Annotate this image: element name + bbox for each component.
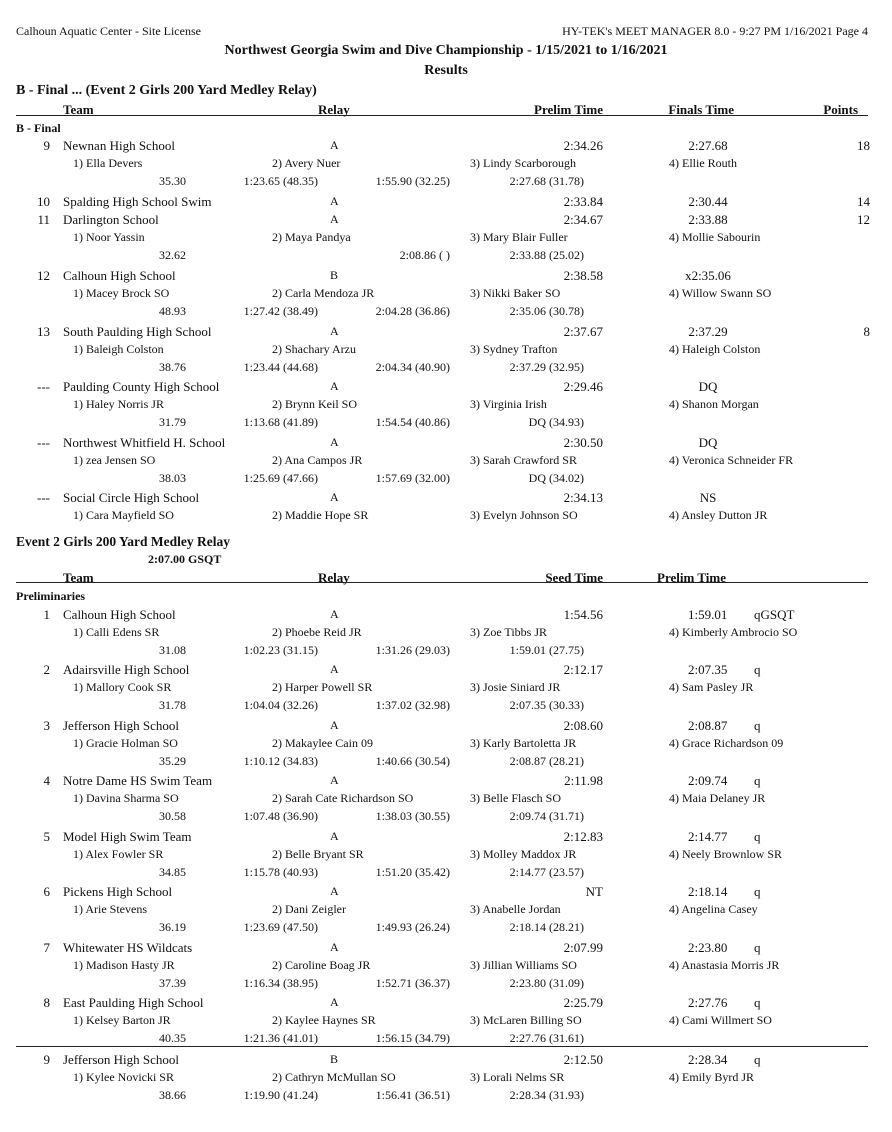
entry-time2: 2:37.29 xyxy=(688,324,728,339)
split-4: DQ (34.93) xyxy=(528,415,584,429)
entry-team: Pickens High School xyxy=(63,884,173,899)
entry-relay: A xyxy=(330,607,339,621)
entry-team: Northwest Whitfield H. School xyxy=(63,435,226,450)
entry-qualifier: q xyxy=(754,662,761,677)
entry-time1: 2:12.50 xyxy=(563,1052,603,1067)
swimmer-3: 3) Josie Siniard JR xyxy=(470,680,561,694)
split-1: 40.35 xyxy=(159,1031,186,1045)
swimmer-3: 3) Sarah Crawford SR xyxy=(470,453,577,467)
entry-place: 3 xyxy=(43,718,50,733)
entry-team: Paulding County High School xyxy=(63,379,220,394)
entry-time1: 1:54.56 xyxy=(563,607,603,622)
split-3: 2:08.86 ( ) xyxy=(399,248,450,262)
entry-time2: NS xyxy=(699,490,717,505)
entry-qualifier: q xyxy=(754,995,761,1010)
swimmer-4: 4) Ellie Routh xyxy=(669,156,737,170)
entry-team: Jefferson High School xyxy=(63,718,180,733)
col-seed-time: Seed Time xyxy=(545,570,603,585)
split-3: 1:40.66 (30.54) xyxy=(375,754,450,768)
entry-team: Spalding High School Swim xyxy=(63,194,212,209)
entry-time2: 2:08.87 xyxy=(688,718,728,733)
group-label-prelims: Preliminaries xyxy=(16,589,86,603)
split-2: 1:27.42 (38.49) xyxy=(243,304,318,318)
split-4: DQ (34.02) xyxy=(528,471,584,485)
swimmer-4: 4) Ansley Dutton JR xyxy=(669,508,768,522)
entry-points: 18 xyxy=(857,138,870,153)
entry-time2: DQ xyxy=(698,379,718,394)
swimmer-1: 1) Kylee Novicki SR xyxy=(73,1070,174,1084)
entry-team: South Paulding High School xyxy=(63,324,212,339)
entry-qualifier: q xyxy=(754,829,761,844)
entry-time1: 2:34.13 xyxy=(563,490,603,505)
split-4: 2:33.88 (25.02) xyxy=(509,248,584,262)
split-4: 2:09.74 (31.71) xyxy=(509,809,584,823)
entry-relay: A xyxy=(330,194,339,208)
split-1: 30.58 xyxy=(159,809,186,823)
split-1: 48.93 xyxy=(159,304,186,318)
header-rule xyxy=(16,115,868,116)
split-2: 1:07.48 (36.90) xyxy=(243,809,318,823)
entry-time2: 2:23.80 xyxy=(688,940,728,955)
split-3: 2:04.28 (36.86) xyxy=(375,304,450,318)
entry-team: Whitewater HS Wildcats xyxy=(63,940,193,955)
entry-place: 7 xyxy=(43,940,50,955)
entry-team: Model High Swim Team xyxy=(63,829,192,844)
swimmer-1: 1) Macey Brock SO xyxy=(73,286,170,300)
split-2: 1:23.65 (48.35) xyxy=(243,174,318,188)
entry-team: Social Circle High School xyxy=(63,490,200,505)
split-4: 2:08.87 (28.21) xyxy=(509,754,584,768)
split-2: 1:25.69 (47.66) xyxy=(243,471,318,485)
entry-relay: A xyxy=(330,995,339,1009)
swimmer-3: 3) Mary Blair Fuller xyxy=(470,230,568,244)
swimmer-1: 1) Cara Mayfield SO xyxy=(73,508,174,522)
entry-relay: A xyxy=(330,884,339,898)
swimmer-3: 3) Virginia Irish xyxy=(470,397,547,411)
split-4: 2:23.80 (31.09) xyxy=(509,976,584,990)
split-4: 2:18.14 (28.21) xyxy=(509,920,584,934)
swimmer-4: 4) Shanon Morgan xyxy=(669,397,759,411)
entry-team: Notre Dame HS Swim Team xyxy=(63,773,213,788)
entry-team: Darlington School xyxy=(63,212,159,227)
col-points: Points xyxy=(823,102,858,117)
swimmer-3: 3) Zoe Tibbs JR xyxy=(470,625,548,639)
entry-time2: x2:35.06 xyxy=(685,268,731,283)
entry-relay: A xyxy=(330,940,339,954)
split-4: 1:59.01 (27.75) xyxy=(509,643,584,657)
split-2: 1:13.68 (41.89) xyxy=(243,415,318,429)
entry-relay: A xyxy=(330,138,339,152)
swimmer-4: 4) Kimberly Ambrocio SO xyxy=(669,625,798,639)
split-4: 2:07.35 (30.33) xyxy=(509,698,584,712)
swimmer-3: 3) Nikki Baker SO xyxy=(470,286,561,300)
entry-team: Jefferson High School xyxy=(63,1052,180,1067)
entry-relay: A xyxy=(330,212,339,226)
results-subtitle: Results xyxy=(424,63,468,78)
entry-place: 13 xyxy=(37,324,50,339)
entry-qualifier: q xyxy=(754,773,761,788)
entry-relay: A xyxy=(330,324,339,338)
entry-place: 10 xyxy=(37,194,50,209)
col-team: Team xyxy=(63,102,94,117)
split-2: 1:15.78 (40.93) xyxy=(243,865,318,879)
entry-time1: 2:34.67 xyxy=(563,212,603,227)
entry-time1: 2:12.83 xyxy=(563,829,603,844)
swimmer-3: 3) Evelyn Johnson SO xyxy=(470,508,578,522)
entry-time2: 2:07.35 xyxy=(688,662,728,677)
entry-time2: DQ xyxy=(698,435,718,450)
entry-time2: 2:28.34 xyxy=(688,1052,728,1067)
split-1: 35.30 xyxy=(159,174,186,188)
split-1: 31.08 xyxy=(159,643,186,657)
split-2: 1:02.23 (31.15) xyxy=(243,643,318,657)
entry-time2: 2:33.88 xyxy=(688,212,728,227)
swimmer-3: 3) McLaren Billing SO xyxy=(470,1013,582,1027)
swimmer-2: 2) Harper Powell SR xyxy=(272,680,373,694)
swimmer-1: 1) Haley Norris JR xyxy=(73,397,164,411)
swimmer-1: 1) Arie Stevens xyxy=(73,902,147,916)
split-3: 2:04.34 (40.90) xyxy=(375,360,450,374)
split-2: 1:19.90 (41.24) xyxy=(243,1088,318,1102)
entry-relay: A xyxy=(330,379,339,393)
swimmer-1: 1) zea Jensen SO xyxy=(73,453,156,467)
swimmer-2: 2) Maddie Hope SR xyxy=(272,508,369,522)
split-1: 31.78 xyxy=(159,698,186,712)
swimmer-2: 2) Sarah Cate Richardson SO xyxy=(272,791,414,805)
group-label-bfinal: B - Final xyxy=(16,121,61,135)
split-1: 32.62 xyxy=(159,248,186,262)
swimmer-2: 2) Cathryn McMullan SO xyxy=(272,1070,396,1084)
event-heading: Event 2 Girls 200 Yard Medley Relay xyxy=(16,534,230,549)
entry-place: 11 xyxy=(37,212,50,227)
entry-time2: 2:27.68 xyxy=(688,138,728,153)
entry-relay: B xyxy=(330,268,339,282)
swimmer-2: 2) Brynn Keil SO xyxy=(272,397,357,411)
entry-team: East Paulding High School xyxy=(63,995,204,1010)
swimmer-3: 3) Belle Flasch SO xyxy=(470,791,561,805)
entry-place: 9 xyxy=(43,1052,50,1067)
swimmer-2: 2) Makaylee Cain 09 xyxy=(272,736,373,750)
split-1: 31.79 xyxy=(159,415,186,429)
entry-time1: 2:37.67 xyxy=(563,324,603,339)
split-2: 1:23.44 (44.68) xyxy=(243,360,318,374)
entry-time1: 2:29.46 xyxy=(563,379,603,394)
entry-relay: B xyxy=(330,1052,339,1066)
entry-place: --- xyxy=(37,435,50,450)
entry-time1: NT xyxy=(585,884,603,899)
entry-points: 14 xyxy=(857,194,870,209)
entry-qualifier: q xyxy=(754,1052,761,1067)
split-1: 36.19 xyxy=(159,920,186,934)
entry-place: 12 xyxy=(37,268,50,283)
entry-qualifier: q xyxy=(754,940,761,955)
split-2: 1:23.69 (47.50) xyxy=(243,920,318,934)
swimmer-4: 4) Haleigh Colston xyxy=(669,342,761,356)
swimmer-1: 1) Noor Yassin xyxy=(73,230,145,244)
swimmer-4: 4) Cami Willmert SO xyxy=(669,1013,772,1027)
entry-time1: 2:33.84 xyxy=(563,194,603,209)
split-4: 2:14.77 (23.57) xyxy=(509,865,584,879)
split-3: 1:56.15 (34.79) xyxy=(375,1031,450,1045)
swimmer-1: 1) Calli Edens SR xyxy=(73,625,160,639)
col-relay: Relay xyxy=(318,102,350,117)
entry-place: --- xyxy=(37,490,50,505)
swimmer-4: 4) Neely Brownlow SR xyxy=(669,847,782,861)
entry-place: 4 xyxy=(43,773,50,788)
split-3: 1:38.03 (30.55) xyxy=(375,809,450,823)
qualifying-standard: 2:07.00 GSQT xyxy=(148,552,222,566)
swimmer-3: 3) Lorali Nelms SR xyxy=(470,1070,565,1084)
entry-time2: 2:30.44 xyxy=(688,194,728,209)
header-rule-2 xyxy=(16,582,868,583)
swimmer-4: 4) Anastasia Morris JR xyxy=(669,958,780,972)
software-text: HY-TEK's MEET MANAGER 8.0 - 9:27 PM 1/16/2021 Page 4 xyxy=(562,24,868,38)
split-3: 1:37.02 (32.98) xyxy=(375,698,450,712)
split-3: 1:56.41 (36.51) xyxy=(375,1088,450,1102)
split-3: 1:49.93 (26.24) xyxy=(375,920,450,934)
entry-points: 8 xyxy=(863,324,870,339)
entry-place: --- xyxy=(37,379,50,394)
col-team-2: Team xyxy=(63,570,94,585)
entry-relay: A xyxy=(330,718,339,732)
split-4: 2:27.76 (31.61) xyxy=(509,1031,584,1045)
entry-time2: 2:14.77 xyxy=(688,829,728,844)
meet-title: Northwest Georgia Swim and Dive Championship - 1/15/2021 to 1/16/2021 xyxy=(224,43,668,58)
split-1: 34.85 xyxy=(159,865,186,879)
entry-place: 2 xyxy=(43,662,50,677)
entry-points: 12 xyxy=(857,212,870,227)
entry-relay: A xyxy=(330,829,339,843)
swimmer-2: 2) Phoebe Reid JR xyxy=(272,625,362,639)
entry-time1: 2:25.79 xyxy=(563,995,603,1010)
swimmer-1: 1) Alex Fowler SR xyxy=(73,847,164,861)
entry-team: Adairsville High School xyxy=(63,662,190,677)
split-2: 1:04.04 (32.26) xyxy=(243,698,318,712)
split-3: 1:57.69 (32.00) xyxy=(375,471,450,485)
entry-qualifier: q xyxy=(754,718,761,733)
swimmer-2: 2) Carla Mendoza JR xyxy=(272,286,375,300)
entry-time2: 2:27.76 xyxy=(688,995,728,1010)
swimmer-3: 3) Anabelle Jordan xyxy=(470,902,561,916)
swimmer-2: 2) Kaylee Haynes SR xyxy=(272,1013,376,1027)
swimmer-1: 1) Baleigh Colston xyxy=(73,342,164,356)
entry-place: 6 xyxy=(43,884,50,899)
swimmer-4: 4) Willow Swann SO xyxy=(669,286,772,300)
col-prelim-time: Prelim Time xyxy=(534,102,603,117)
entry-time1: 2:34.26 xyxy=(563,138,603,153)
entry-relay: A xyxy=(330,490,339,504)
entry-place: 8 xyxy=(43,995,50,1010)
entry-time1: 2:11.98 xyxy=(564,773,603,788)
entry-time1: 2:08.60 xyxy=(563,718,603,733)
split-3: 1:55.90 (32.25) xyxy=(375,174,450,188)
entry-relay: A xyxy=(330,773,339,787)
entry-qualifier: q xyxy=(754,884,761,899)
entry-relay: A xyxy=(330,662,339,676)
split-2: 1:16.34 (38.95) xyxy=(243,976,318,990)
swimmer-1: 1) Davina Sharma SO xyxy=(73,791,179,805)
swimmer-2: 2) Dani Zeigler xyxy=(272,902,346,916)
col-prelim-time-2: Prelim Time xyxy=(657,570,726,585)
split-2: 1:10.12 (34.83) xyxy=(243,754,318,768)
swimmer-4: 4) Maia Delaney JR xyxy=(669,791,766,805)
entry-team: Newnan High School xyxy=(63,138,175,153)
entry-place: 1 xyxy=(43,607,50,622)
entry-place: 9 xyxy=(43,138,50,153)
swimmer-2: 2) Shachary Arzu xyxy=(272,342,356,356)
split-1: 35.29 xyxy=(159,754,186,768)
swimmer-2: 2) Maya Pandya xyxy=(272,230,351,244)
swimmer-1: 1) Gracie Holman SO xyxy=(73,736,178,750)
swimmer-3: 3) Molley Maddox JR xyxy=(470,847,577,861)
entry-time1: 2:30.50 xyxy=(563,435,603,450)
entry-qualifier: qGSQT xyxy=(754,607,795,622)
swimmer-3: 3) Lindy Scarborough xyxy=(470,156,576,170)
swimmer-3: 3) Sydney Trafton xyxy=(470,342,558,356)
swimmer-4: 4) Emily Byrd JR xyxy=(669,1070,755,1084)
col-finals-time: Finals Time xyxy=(668,102,734,117)
swimmer-4: 4) Mollie Sabourin xyxy=(669,230,761,244)
split-3: 1:54.54 (40.86) xyxy=(375,415,450,429)
swimmer-3: 3) Jillian Williams SO xyxy=(470,958,577,972)
split-1: 38.03 xyxy=(159,471,186,485)
entry-team: Calhoun High School xyxy=(63,268,176,283)
swimmer-4: 4) Angelina Casey xyxy=(669,902,758,916)
swimmer-1: 1) Ella Devers xyxy=(73,156,143,170)
entry-time2: 1:59.01 xyxy=(688,607,728,622)
split-1: 37.39 xyxy=(159,976,186,990)
swimmer-1: 1) Madison Hasty JR xyxy=(73,958,175,972)
entry-time2: 2:09.74 xyxy=(688,773,728,788)
split-2: 1:21.36 (41.01) xyxy=(243,1031,318,1045)
swimmer-2: 2) Caroline Boag JR xyxy=(272,958,371,972)
entry-team: Calhoun High School xyxy=(63,607,176,622)
split-3: 1:52.71 (36.37) xyxy=(375,976,450,990)
swimmer-4: 4) Grace Richardson 09 xyxy=(669,736,784,750)
split-1: 38.76 xyxy=(159,360,186,374)
swimmer-2: 2) Avery Nuer xyxy=(272,156,341,170)
entry-relay: A xyxy=(330,435,339,449)
swimmer-3: 3) Karly Bartoletta JR xyxy=(470,736,577,750)
split-4: 2:35.06 (30.78) xyxy=(509,304,584,318)
section-heading-bfinal: B - Final ... (Event 2 Girls 200 Yard Medley Relay) xyxy=(16,83,317,98)
split-4: 2:37.29 (32.95) xyxy=(509,360,584,374)
split-4: 2:27.68 (31.78) xyxy=(509,174,584,188)
split-3: 1:51.20 (35.42) xyxy=(375,865,450,879)
entry-place: 5 xyxy=(43,829,50,844)
license-text: Calhoun Aquatic Center - Site License xyxy=(16,24,201,38)
page-break-rule xyxy=(16,1046,868,1047)
entry-time1: 2:07.99 xyxy=(563,940,603,955)
swimmer-1: 1) Kelsey Barton JR xyxy=(73,1013,171,1027)
split-1: 38.66 xyxy=(159,1088,186,1102)
split-3: 1:31.26 (29.03) xyxy=(375,643,450,657)
swimmer-4: 4) Veronica Schneider FR xyxy=(669,453,794,467)
swimmer-1: 1) Mallory Cook SR xyxy=(73,680,172,694)
split-4: 2:28.34 (31.93) xyxy=(509,1088,584,1102)
swimmer-2: 2) Ana Campos JR xyxy=(272,453,363,467)
entry-time1: 2:38.58 xyxy=(563,268,603,283)
entry-time1: 2:12.17 xyxy=(563,662,603,677)
entry-time2: 2:18.14 xyxy=(688,884,728,899)
swimmer-4: 4) Sam Pasley JR xyxy=(669,680,754,694)
swimmer-2: 2) Belle Bryant SR xyxy=(272,847,364,861)
col-relay-2: Relay xyxy=(318,570,350,585)
